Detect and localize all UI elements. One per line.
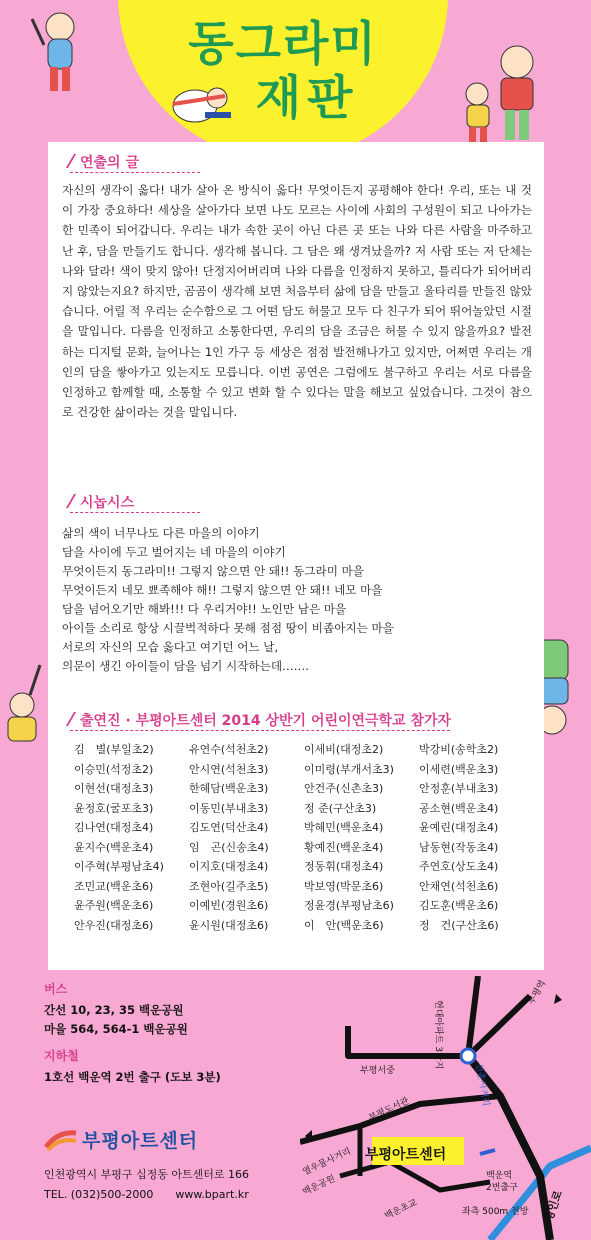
cast-member: 안건주(신촌초3) <box>304 782 384 795</box>
bus-heading: 버스 <box>44 982 68 996</box>
synopsis-heading: 시놉시스 <box>80 495 135 511</box>
org-contact <box>44 1165 249 1205</box>
cast-member: 안시연(석천초3) <box>189 762 269 776</box>
map-label-park: 백운공원 <box>301 1174 338 1198</box>
cast-row <box>74 779 534 799</box>
kids-illustration-top-right <box>455 40 555 150</box>
cast-row <box>74 838 534 858</box>
director-heading: 연출의 글 <box>80 155 139 171</box>
content-card <box>48 142 544 970</box>
heading-underline <box>70 512 200 513</box>
director-note <box>62 180 532 422</box>
synopsis-line: 아이들 소리로 항상 시끌벅적하다 못해 점점 땅이 비좁아지는 마을 <box>62 621 394 635</box>
cast-row <box>74 877 534 897</box>
cast-row <box>74 857 534 877</box>
show-title <box>183 18 383 126</box>
cast-member: 이지호(대정초4) <box>189 860 269 873</box>
kid-illustration-top-left <box>30 5 90 100</box>
cast-member: 이예빈(경원초6) <box>189 899 269 912</box>
cast-member: 박혜민(백운초4) <box>304 821 384 834</box>
cast-member: 주연호(상도초4) <box>419 860 499 873</box>
cast-member: 윤지수(백운초4) <box>74 840 154 854</box>
cast-row <box>74 740 534 760</box>
cast-member: 김 별(부일초2) <box>74 743 154 756</box>
cast-row <box>74 760 534 780</box>
synopsis-line: 삶의 색이 너무나도 다른 마을의 이야기 <box>62 526 260 540</box>
map-label-bupyeong-seo: 부평서중 <box>360 1066 395 1076</box>
cast-member: 이주혁(부평남초4) <box>74 860 164 873</box>
org-address: 인천광역시 부평구 십정동 아트센터로 166 <box>44 1168 249 1181</box>
title-line-1: 동그라미 <box>188 17 378 72</box>
org-phone-web: TEL. (032)500-2000 www.bpart.kr <box>44 1188 249 1201</box>
cast-member: 임 곤(신송초4) <box>189 840 269 854</box>
cast-member: 박보영(박문초6) <box>304 879 384 893</box>
director-note-text: 자신의 생각이 옳다! 내가 살아 온 방식이 옳다! 무엇이든지 공평해야 한다! 우리, 또는 내 것이 가장 중요하다! 세상을 살아가다 보면 나도 모르는 사이에 사회의 구성원이 되고 나아가는 한 민족이 되어갑니다. 우리는 내가 속한 곳이 아닌 다른 곳 또는 나와 다른 사람을 마주하고 난 후, 담을 만들기도 합니다. 생각해 봅니다. 그 담은 왜 생겨났을까? 저 사람 또는 저 단체는 나와 달라! 색이 맞지 않아! 단정지어버리며 나와 다름을 인정하지 못하고, 틀리다가 되어버리지 않았는지요? 하지만, 곰곰이 생각해 보면 처음부터 삶에 담을 만들고 울타리를 만들진 않았습니다. 어릴 적 우리는 순수함으로 그 어떤 담도 허물고 모두 다 친구가 되어 뛰어놀았던 시절을 말입니다. 다름을 인정하고 소통한다면, 우리의 담을 조금은 허물 수 있지 않을까요? 발전하는 디지털 문화, 늘어나는 1인 가구 등 세상은 점점 발전해나가고 있지만, 어쩌면 우리는 개인의 담을 쌓아가고 있는지도 모릅니다. 이번 공연은 그럼에도 불구하고 우리는 서로 다름을 인정하고 함께할 때, 소통할 수 있고 변화 할 수 있다는 말을 해보고 싶었습니다. 그것이 참으로 건강한 삶이라는 것을 말입니다. <box>62 183 532 420</box>
map-label-crossroad: 열우물사거리 <box>301 1146 353 1178</box>
cast-member: 남동현(작동초4) <box>419 840 499 854</box>
map-label-library: 부평도서관 <box>367 1096 411 1124</box>
map-label-gyeongin: 경인로 <box>541 1188 566 1224</box>
cast-member: 이미령(부개서초3) <box>304 762 394 776</box>
transport-info <box>44 980 304 1087</box>
synopsis-line: 무엇이든지 네모 뾰족해야 해!! 그렇지 않으면 안 돼!! 네모 마을 <box>62 583 383 597</box>
cast-member: 김도연(덕산초4) <box>189 821 269 834</box>
synopsis-line: 무엇이든지 동그라미!! 그렇지 않으면 안 돼!! 동그라미 마을 <box>62 564 364 578</box>
map-label-walk: 좌측 500m 전방 <box>462 1207 529 1217</box>
cast-member: 박강비(송학초2) <box>419 743 499 756</box>
cast-member: 조현아(길주초5) <box>189 879 269 893</box>
org-name: 부평아트센터 <box>82 1130 199 1152</box>
cast-list <box>74 740 534 935</box>
cast-member: 조민교(백운초6) <box>74 879 154 893</box>
map-label-sinchon: 신촌사거리 <box>473 1062 491 1108</box>
title-line-2: 재판 <box>255 71 359 126</box>
map-label-station: 부평역 <box>526 978 549 1007</box>
cast-member: 이승민(석정초2) <box>74 762 154 776</box>
cast-member: 윤예린(대정초4) <box>419 821 499 834</box>
cast-member: 공소현(백운초4) <box>419 801 499 815</box>
synopsis-text <box>62 524 442 676</box>
subway-line: 1호선 백운역 2번 출구 (도보 3분) <box>44 1070 221 1084</box>
logo-mark-icon <box>44 1129 78 1151</box>
synopsis-line: 의문이 생긴 아이들이 담을 넘기 시작하는데……. <box>62 659 309 673</box>
cast-member: 이세련(백운초3) <box>419 762 499 776</box>
cast-member: 정 준(구산초3) <box>304 801 377 815</box>
map-label-apt: 현대아파트 3단지 <box>433 1000 443 1070</box>
cast-member: 정동휘(대정초4) <box>304 860 384 873</box>
bus-line: 마을 564, 564-1 백운공원 <box>44 1022 188 1036</box>
cast-member: 이동민(부내초3) <box>189 801 269 815</box>
cast-member: 윤시원(대정초6) <box>189 918 269 932</box>
map-label-exit2: 2번출구 <box>486 1183 518 1193</box>
cast-member: 황예진(백운초4) <box>304 840 384 854</box>
map-label-art-center: 부평아트센터 <box>365 1147 447 1163</box>
org-logo <box>44 1126 198 1153</box>
cast-member: 한혜담(백운초3) <box>189 782 269 795</box>
map-label-school: 백운초교 <box>383 1198 420 1222</box>
cast-row <box>74 916 534 936</box>
cast-member: 정윤경(부평남초6) <box>304 899 394 912</box>
cast-row <box>74 799 534 819</box>
cast-member: 윤주원(백운초6) <box>74 899 154 912</box>
map-label-baegun: 백운역 <box>486 1171 513 1181</box>
bus-line: 간선 10, 23, 35 백운공원 <box>44 1003 184 1017</box>
synopsis-line: 담을 사이에 두고 벌어지는 네 마을의 이야기 <box>62 545 286 559</box>
cast-member: 이세비(대정초2) <box>304 743 384 756</box>
synopsis-line: 담을 넘어오기만 해봐!!! 다 우리거야!! 노인만 남은 마을 <box>62 602 347 616</box>
cast-member: 안채연(석천초6) <box>419 879 499 893</box>
cast-member: 유연수(석천초2) <box>189 743 269 756</box>
heading-underline <box>70 172 200 173</box>
cast-member: 윤정호(굴포초3) <box>74 801 154 815</box>
cast-member: 김도훈(백운초6) <box>419 899 499 912</box>
cast-row <box>74 896 534 916</box>
synopsis-line: 서로의 자신의 모습 옳다고 여기던 어느 날, <box>62 640 279 654</box>
cast-member: 김나연(대정초4) <box>74 821 154 834</box>
cast-member: 안정훈(부내초3) <box>419 782 499 795</box>
cast-member: 정 건(구산초6) <box>419 918 499 932</box>
subway-heading: 지하철 <box>44 1049 79 1063</box>
heading-underline <box>70 730 450 731</box>
cast-row <box>74 818 534 838</box>
cast-member: 이현선(대정초3) <box>74 782 154 795</box>
cast-member: 이 안(백운초6) <box>304 918 384 932</box>
cast-heading: 출연진 · 부평아트센터 2014 상반기 어린이연극학교 참가자 <box>80 713 452 729</box>
cast-member: 안우진(대정초6) <box>74 918 154 932</box>
